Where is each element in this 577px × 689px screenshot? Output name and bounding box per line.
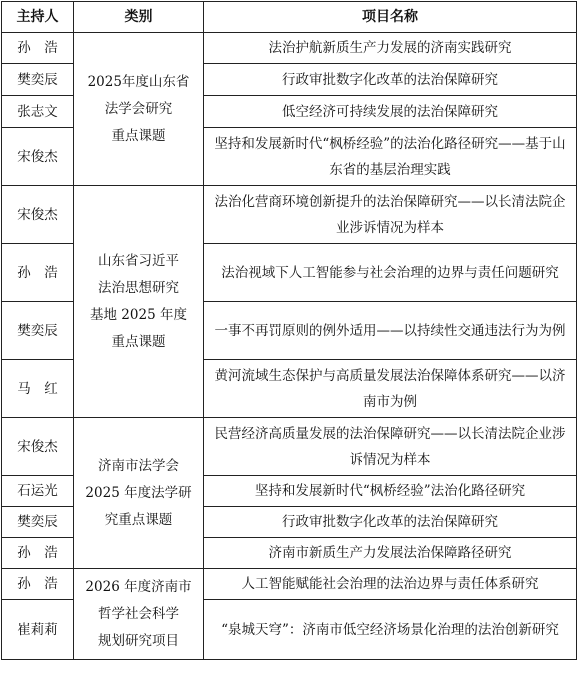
title-cell: 法治化营商环境创新提升的法治保障研究——以长清法院企业涉诉情况为样本 — [204, 186, 577, 244]
category-cell — [74, 418, 204, 569]
title-cell: 低空经济可持续发展的法治保障研究 — [204, 96, 577, 128]
category-line: 基地 2025 年度 — [90, 306, 187, 323]
host-cell: 宋俊杰 — [2, 128, 74, 186]
title-cell: 行政审批数字化改革的法治保障研究 — [204, 507, 577, 538]
category-line: 重点课题 — [111, 333, 166, 350]
table-row — [2, 418, 577, 476]
table-row — [2, 186, 577, 244]
host-cell: 樊奕辰 — [2, 507, 74, 538]
title-cell: 济南市新质生产力发展法治保障路径研究 — [204, 538, 577, 569]
host-cell: 孙 浩 — [2, 244, 74, 302]
header-title: 项目名称 — [204, 2, 577, 33]
title-cell: 黄河流域生态保护与高质量发展法治保障体系研究——以济南市为例 — [204, 360, 577, 418]
table-header-row — [2, 2, 577, 33]
host-cell: 樊奕辰 — [2, 64, 74, 96]
title-cell: 人工智能赋能社会治理的法治边界与责任体系研究 — [204, 569, 577, 600]
host-cell: 张志文 — [2, 96, 74, 128]
title-cell: 坚持和发展新时代“枫桥经验”的法治化路径研究——基于山东省的基层治理实践 — [204, 128, 577, 186]
category-cell — [74, 33, 204, 186]
category-line: 究重点课题 — [104, 511, 173, 528]
title-cell: 坚持和发展新时代“枫桥经验”法治化路径研究 — [204, 476, 577, 507]
host-cell: 樊奕辰 — [2, 302, 74, 360]
category-line: 山东省习近平 — [98, 252, 179, 269]
title-cell: 行政审批数字化改革的法治保障研究 — [204, 64, 577, 96]
header-host: 主持人 — [2, 2, 74, 33]
table-row — [2, 33, 577, 64]
category-line: 法学会研究 — [104, 100, 173, 117]
host-cell: 宋俊杰 — [2, 418, 74, 476]
category-line: 哲学社会科学 — [98, 605, 179, 622]
category-line: 济南市法学会 — [98, 457, 179, 474]
category-line: 法治思想研究 — [98, 279, 179, 296]
title-cell: 法治视域下人工智能参与社会治理的边界与责任问题研究 — [204, 244, 577, 302]
category-line: 2025 年度法学研 — [85, 484, 192, 501]
category-line: 2026 年度济南市 — [85, 578, 192, 595]
title-cell: 民营经济高质量发展的法治保障研究——以长清法院企业涉诉情况为样本 — [204, 418, 577, 476]
title-cell: 一事不再罚原则的例外适用——以持续性交通违法行为为例 — [204, 302, 577, 360]
category-line: 2025年度山东省 — [87, 73, 190, 90]
category-cell — [74, 569, 204, 660]
category-line: 重点课题 — [111, 127, 166, 144]
host-cell: 孙 浩 — [2, 538, 74, 569]
category-line: 规划研究项目 — [98, 632, 179, 649]
projects-table — [1, 1, 577, 660]
host-cell: 马 红 — [2, 360, 74, 418]
host-cell: 孙 浩 — [2, 33, 74, 64]
host-cell: 石运光 — [2, 476, 74, 507]
title-cell: 法治护航新质生产力发展的济南实践研究 — [204, 33, 577, 64]
host-cell: 宋俊杰 — [2, 186, 74, 244]
table-row — [2, 569, 577, 600]
title-cell: “泉城天穹”：济南市低空经济场景化治理的法治创新研究 — [204, 600, 577, 660]
header-category: 类别 — [74, 2, 204, 33]
host-cell: 崔莉莉 — [2, 600, 74, 660]
host-cell: 孙 浩 — [2, 569, 74, 600]
category-cell — [74, 186, 204, 418]
